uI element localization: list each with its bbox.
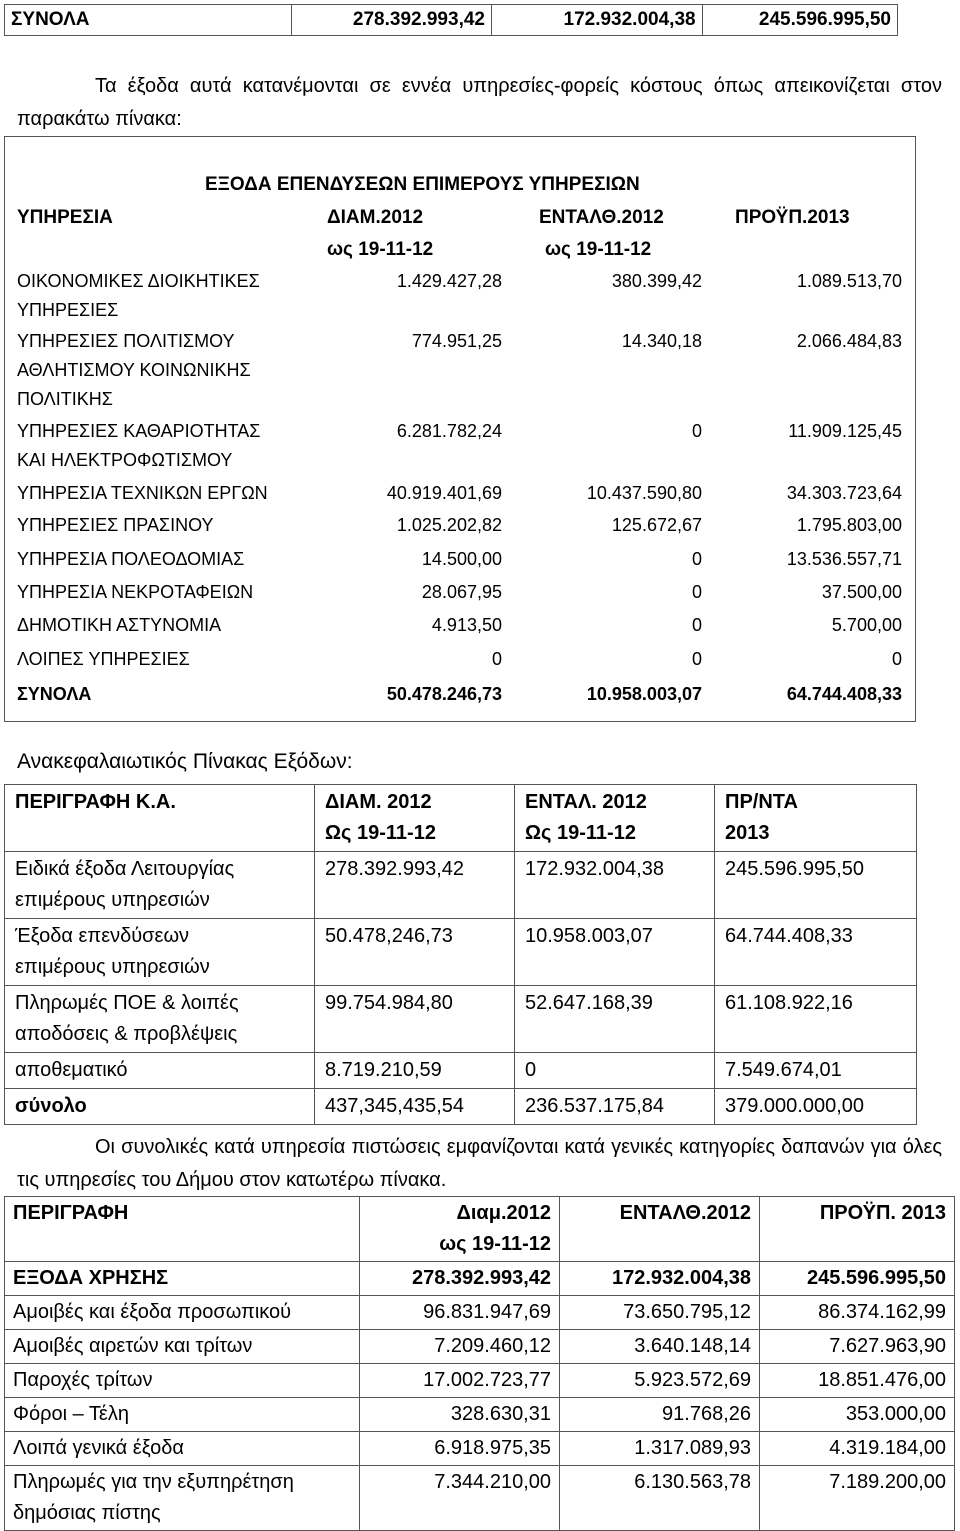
table2-row-value: 0 [515, 1053, 715, 1089]
table1-row-value: 37.500,00 [821, 582, 902, 602]
table3-row-value: 17.002.723,77 [360, 1364, 560, 1398]
table1-row-value: 4.913,50 [431, 615, 502, 635]
table1-row-name [17, 479, 317, 508]
table-row [5, 919, 917, 986]
table1-row-value: 1.795.803,00 [796, 515, 902, 535]
text-line: επιμέρους υπηρεσιών [15, 956, 210, 978]
text-line: αποδόσεις & προβλέψεις [15, 1023, 238, 1045]
table3-row-value: 4.319.184,00 [760, 1432, 955, 1466]
table3-row-value: 7.189.200,00 [760, 1466, 955, 1531]
text-line: ΚΑΙ ΗΛΕΚΤΡΟΦΩΤΙΣΜΟΥ [17, 450, 233, 470]
table3-row-name [5, 1296, 360, 1330]
table2-total-value: 236.537.175,84 [515, 1089, 715, 1125]
table2-row-value: 10.958.003,07 [515, 919, 715, 986]
table1-title: ΕΞΟΔΑ ΕΠΕΝΔΥΣΕΩΝ ΕΠΙΜΕΡΟΥΣ ΥΠΗΡΕΣΙΩΝ [205, 174, 640, 195]
text-line: Πληρωμές ΠΟΕ & λοιπές [15, 992, 239, 1014]
table3-row-value: 73.650.795,12 [560, 1296, 760, 1330]
table1-header-service: ΥΠΗΡΕΣΙΑ [17, 207, 113, 228]
summary-expenses-table [4, 784, 917, 1125]
text-line: ΕΝΤΑΛΘ.2012 [619, 1202, 751, 1224]
text-line: Αμοιβές αιρετών και τρίτων [13, 1335, 253, 1357]
table1-header-ental: ΕΝΤΑΛΘ.2012 [539, 207, 664, 228]
text-line: ΔΗΜΟΤΙΚΗ ΑΣΤΥΝΟΜΙΑ [17, 615, 222, 635]
text-line: Πληρωμές για την εξυπηρέτηση [13, 1471, 294, 1493]
table1-row-name [17, 267, 317, 325]
text-line: ΠΕΡΙΓΡΑΦΗ [13, 1202, 129, 1224]
table3-row-value: 353.000,00 [760, 1398, 955, 1432]
table2-row-value: 172.932.004,38 [515, 852, 715, 919]
table1-row-value: 6.281.782,24 [396, 421, 502, 441]
table1-row-value: 14.340,18 [621, 331, 702, 351]
categories-table [4, 1196, 955, 1531]
table3-header-row [5, 1197, 955, 1262]
text-line: ΠΟΛΙΤΙΚΗΣ [17, 389, 113, 409]
table1-row-value: 14.500,00 [421, 549, 502, 569]
text-line: ΕΝΤΑΛ. 2012 [525, 791, 647, 813]
table1-row-value: 0 [691, 649, 702, 669]
intro-paragraph [17, 70, 942, 136]
table3-row-value: 5.923.572,69 [560, 1364, 760, 1398]
table1-row-value: 125.672,67 [611, 515, 702, 535]
table2-total-row [5, 1089, 917, 1125]
text-line: ΔΙΑΜ. 2012 [325, 791, 432, 813]
table1-row-value: 1.089.513,70 [796, 271, 902, 291]
table3-row-value: 6.130.563,78 [560, 1466, 760, 1531]
table3-row-value: 6.918.975,35 [360, 1432, 560, 1466]
table3-row-value: 7.209.460,12 [360, 1330, 560, 1364]
table1-header-diam: ΔΙΑΜ.2012 [327, 207, 424, 228]
table1-row-value: 0 [691, 582, 702, 602]
table1-row-value: 1.025.202,82 [396, 515, 502, 535]
table2-header-cell [715, 785, 917, 852]
table3-bold-row-name: ΕΞΟΔΑ ΧΡΗΣΗΣ [5, 1262, 360, 1296]
text-line: Έξοδα επενδύσεων [15, 925, 190, 947]
table2-row-value: 50.478,246,73 [315, 919, 515, 986]
table-row [5, 1296, 955, 1330]
table1-total-value: 10.958.003,07 [586, 684, 702, 704]
table2-row-value: 61.108.922,16 [715, 986, 917, 1053]
table1-row-value: 11.909.125,45 [788, 421, 902, 441]
table3-bold-row-value: 172.932.004,38 [560, 1262, 760, 1296]
text-line: ΥΠΗΡΕΣΙΑ ΤΕΧΝΙΚΩΝ ΕΡΓΩΝ [17, 483, 268, 503]
categories-paragraph [17, 1131, 942, 1197]
table2-row-value: 278.392.993,42 [315, 852, 515, 919]
table1-header-proyp: ΠΡΟΫΠ.2013 [735, 207, 850, 228]
table1-row-name [17, 645, 317, 674]
table1-row-value: 380.399,42 [611, 271, 702, 291]
table3-row-name [5, 1466, 360, 1531]
table1-row-value: 13.536.557,71 [786, 549, 902, 569]
table1-subheader-diam: ως 19-11-12 [327, 239, 434, 260]
text-line: επιμέρους υπηρεσιών [15, 889, 210, 911]
table3-row-value: 96.831.947,69 [360, 1296, 560, 1330]
table-row [5, 1466, 955, 1531]
text-line: ως 19-11-12 [439, 1233, 551, 1255]
table1-row-value: 34.303.723,64 [786, 483, 902, 503]
text-line: αποθεματικό [15, 1059, 128, 1081]
table2-row-value: 64.744.408,33 [715, 919, 917, 986]
table-row [5, 986, 917, 1053]
table3-row-value: 328.630,31 [360, 1398, 560, 1432]
table2-total-value: 437,345,435,54 [315, 1089, 515, 1125]
text-line: δημόσιας πίστης [13, 1502, 161, 1524]
text-line: Ως 19-11-12 [325, 822, 436, 844]
table2-total-label: σύνολο [5, 1089, 315, 1125]
text-line: ΛΟΙΠΕΣ ΥΠΗΡΕΣΙΕΣ [17, 649, 190, 669]
table2-header-row [5, 785, 917, 852]
text-line: ΠΡΟΫΠ. 2013 [819, 1202, 946, 1224]
text-line: ΠΡ/ΝΤΑ [725, 791, 798, 813]
text-line: ΥΠΗΡΕΣΙΕΣ ΚΑΘΑΡΙΟΤΗΤΑΣ [17, 421, 261, 441]
table2-header-cell [315, 785, 515, 852]
text-line: ΟΙΚΟΝΟΜΙΚΕΣ ΔΙΟΙΚΗΤΙΚΕΣ [17, 271, 260, 291]
top-totals-value-3: 245.596.995,50 [702, 5, 897, 36]
table1-subheader-ental: ως 19-11-12 [545, 239, 652, 260]
table2-row-value: 52.647.168,39 [515, 986, 715, 1053]
table2-row-value: 245.596.995,50 [715, 852, 917, 919]
table1-row-value: 5.700,00 [831, 615, 902, 635]
table2-total-value: 379.000.000,00 [715, 1089, 917, 1125]
table3-header-cell [360, 1197, 560, 1262]
table2-row-name [5, 1053, 315, 1089]
text-line: ΑΘΛΗΤΙΣΜΟΥ ΚΟΙΝΩΝΙΚΗΣ [17, 360, 251, 380]
table3-row-name [5, 1364, 360, 1398]
table1-row-value: 28.067,95 [421, 582, 502, 602]
table2-header-cell [515, 785, 715, 852]
text-line: ΥΠΗΡΕΣΙΕΣ ΠΡΑΣΙΝΟΥ [17, 515, 214, 535]
intro-paragraph-text: Τα έξοδα αυτά κατανέμονται σε εννέα υπηρεσίες-φορείς κόστους όπως απεικονίζεται στον παρακάτω πίνακα: [17, 75, 942, 130]
text-line: Διαμ.2012 [456, 1202, 551, 1224]
table3-header-cell [560, 1197, 760, 1262]
table-row [5, 1432, 955, 1466]
top-totals-value-2: 172.932.004,38 [491, 5, 702, 36]
table3-bold-row [5, 1262, 955, 1296]
table1-row-name [17, 417, 317, 475]
text-line: ΥΠΗΡΕΣΙΑ ΝΕΚΡΟΤΑΦΕΙΩΝ [17, 582, 254, 602]
table1-row-name [17, 327, 317, 414]
table1-row-value: 10.437.590,80 [586, 483, 702, 503]
table-row [5, 1364, 955, 1398]
text-line: 2013 [725, 822, 770, 844]
table1-total-label: ΣΥΝΟΛΑ [17, 684, 92, 704]
table3-row-value: 3.640.148,14 [560, 1330, 760, 1364]
table3-row-value: 86.374.162,99 [760, 1296, 955, 1330]
table1-row-value: 0 [691, 615, 702, 635]
summary-section-title: Ανακεφαλαιωτικός Πίνακας Εξόδων: [17, 750, 353, 773]
table3-row-value: 7.344.210,00 [360, 1466, 560, 1531]
table1-row-value: 0 [691, 421, 702, 441]
table2-row-value: 7.549.674,01 [715, 1053, 917, 1089]
table2-row-value: 99.754.984,80 [315, 986, 515, 1053]
text-line: ΠΕΡΙΓΡΑΦΗ Κ.Α. [15, 791, 176, 813]
table3-header-cell [5, 1197, 360, 1262]
table2-header-cell [5, 785, 315, 852]
table3-bold-row-value: 245.596.995,50 [760, 1262, 955, 1296]
table-row [5, 1053, 917, 1089]
table1-row-name [17, 611, 317, 640]
table3-row-value: 91.768,26 [560, 1398, 760, 1432]
table-row [5, 1330, 955, 1364]
categories-paragraph-text: Οι συνολικές κατά υπηρεσία πιστώσεις εμφανίζονται κατά γενικές κατηγορίες δαπανών για όλες τις υπηρεσίες του Δήμου στον κατωτέρω πίνακα. [17, 1136, 942, 1191]
table1-row-name [17, 578, 317, 607]
table2-row-name [5, 919, 315, 986]
table1-total-value: 50.478.246,73 [386, 684, 502, 704]
text-line: Αμοιβές και έξοδα προσωπικού [13, 1301, 292, 1323]
table1-row-value: 0 [491, 649, 502, 669]
table1-row-value: 0 [891, 649, 902, 669]
table3-bold-row-value: 278.392.993,42 [360, 1262, 560, 1296]
text-line: Φόροι – Τέλη [13, 1403, 129, 1425]
top-totals-row [4, 4, 898, 36]
table1-total-value: 64.744.408,33 [786, 684, 902, 704]
table1-row-value: 774.951,25 [411, 331, 502, 351]
table1-row-name [17, 511, 317, 540]
table3-row-name [5, 1330, 360, 1364]
table1-row-value: 1.429.427,28 [396, 271, 502, 291]
table3-row-name [5, 1432, 360, 1466]
table1-row-value: 40.919.401,69 [386, 483, 502, 503]
top-totals-value-1: 278.392.993,42 [291, 5, 491, 36]
table-row [5, 1398, 955, 1432]
text-line: ΥΠΗΡΕΣΙΕΣ [17, 300, 119, 320]
table1-row-value: 0 [691, 549, 702, 569]
table3-row-name [5, 1398, 360, 1432]
text-line: Ως 19-11-12 [525, 822, 636, 844]
table2-row-name [5, 986, 315, 1053]
text-line: ΥΠΗΡΕΣΙΑ ΠΟΛΕΟΔΟΜΙΑΣ [17, 549, 245, 569]
table-row [5, 852, 917, 919]
table3-header-cell [760, 1197, 955, 1262]
text-line: Λοιπά γενικά έξοδα [13, 1437, 184, 1459]
table3-row-value: 7.627.963,90 [760, 1330, 955, 1364]
table2-row-name [5, 852, 315, 919]
text-line: Ειδικά έξοδα Λειτουργίας [15, 858, 235, 880]
top-totals-label: ΣΥΝΟΛΑ [5, 5, 292, 36]
table1-row-value: 2.066.484,83 [796, 331, 902, 351]
table2-row-value: 8.719.210,59 [315, 1053, 515, 1089]
table3-row-value: 18.851.476,00 [760, 1364, 955, 1398]
investment-expenses-table [4, 136, 916, 722]
text-line: Παροχές τρίτων [13, 1369, 153, 1391]
table1-row-name [17, 545, 317, 574]
text-line: ΥΠΗΡΕΣΙΕΣ ΠΟΛΙΤΙΣΜΟΥ [17, 331, 235, 351]
table3-row-value: 1.317.089,93 [560, 1432, 760, 1466]
